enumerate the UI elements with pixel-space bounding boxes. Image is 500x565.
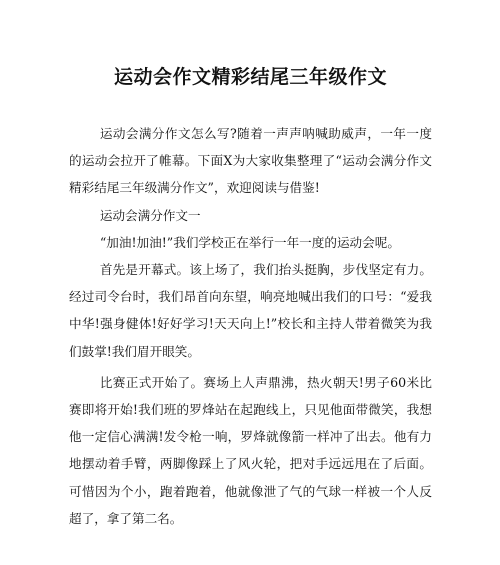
document-body — [69, 120, 432, 532]
body-paragraph: 首先是开幕式。该上场了，我们抬头挺胸，步伐坚定有力。经过司令台时，我们昂首向东望，响亮地喊出我们的口号：“爱我中华!强身健体!好好学习!天天向上!”校长和主持人带着微笑为我们鼓掌!我们眉开眼笑。 — [69, 262, 432, 359]
section-heading: 运动会满分作文一 — [99, 207, 201, 223]
intro-paragraph: 运动会满分作文怎么写?随着一声声呐喊助威声，一年一度的运动会拉开了帷幕。下面X为大家收集整理了“运动会满分作文精彩结尾三年级满分作文”，欢迎阅读与借鉴! — [69, 126, 432, 196]
body-paragraph: “加油!加油!”我们学校正在举行一年一度的运动会呢。 — [99, 234, 400, 250]
body-paragraph: 比赛正式开始了。赛场上人声鼎沸，热火朝天!男子60米比赛即将开始!我们班的罗烽站在起跑线上，只见他面带微笑，我想他一定信心满满!发令枪一响，罗烽就像箭一样冲了出去。他有力地摆动着手臂，两脚像踩上了风火轮，把对手远远甩在了后面。可惜因为个小，跑着跑着，他就像泄了气的气球一样被一个人反超了，拿了第二名。 — [69, 374, 432, 526]
document-title: 运动会作文精彩结尾三年级作文 — [113, 66, 387, 88]
